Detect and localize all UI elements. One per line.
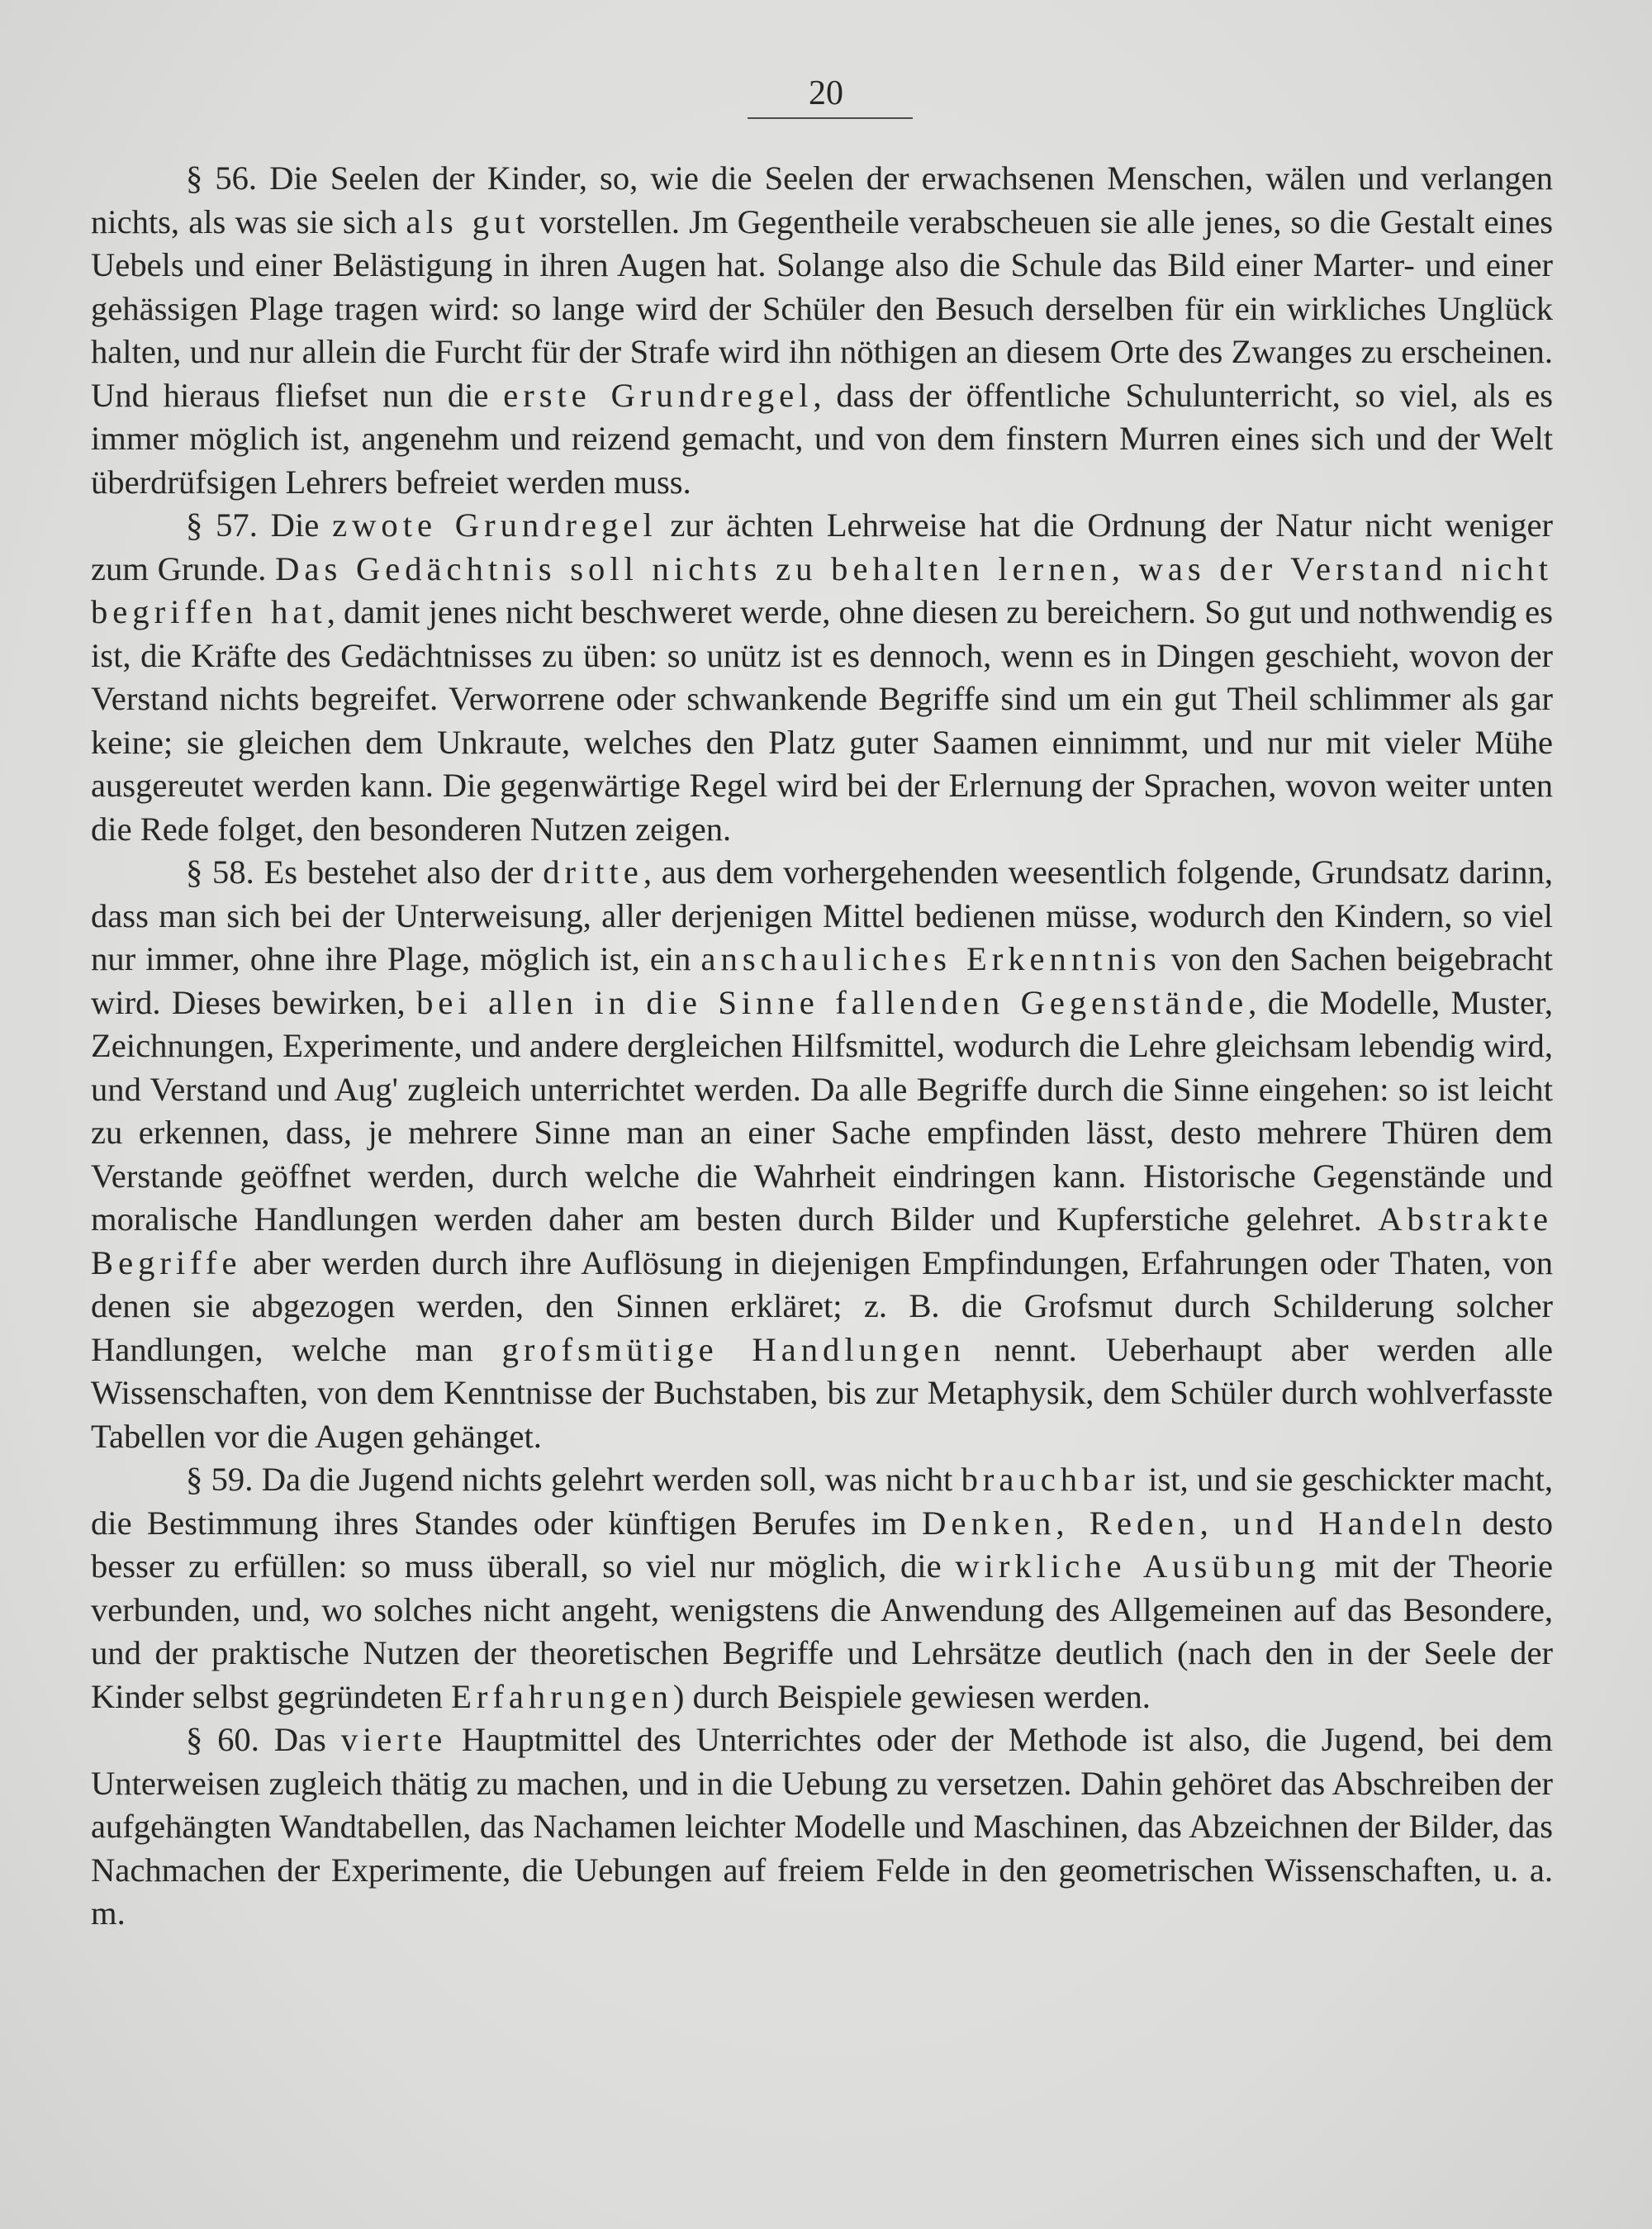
page-number-rule [748,117,913,119]
emphasized-text: brauchbar [961,1461,1140,1498]
paragraph-text: § 58. Es bestehet also der [186,853,544,891]
emphasized-text: Denken, Reden, und Handeln [922,1504,1467,1542]
paragraph-text: , die Modelle, Muster, Zeichnungen, Experimente, und andere dergleichen Hilfsmittel, wodurch die Lehre gleichsam lebendig wird, und Verstand und Aug' zugleich unterrichtet werden. Da alle Begriffe durch die Sinne eingehen: so ist leicht zu erkennen, dass, je mehrere Sinne man an einer Sache empfinden lässt, desto mehrere Thüren dem Verstande geöffnet werden, durch welche die Wahrheit eindringen kann. Historische Gegenstände und moralische Handlungen werden daher am besten durch Bilder und Kupferstiche gelehret. [91,983,1553,1238]
paragraph-text: nennt. Ueberhaupt aber werden alle Wissenschaften, von dem Kenntnisse der Buchstaben, bis zur Metaphysik, dem Schüler durch wohlverfasste Tabellen vor die Augen gehänget. [91,1330,1553,1455]
paragraph-58 [91,851,1553,1458]
paragraph-text: Hauptmittel des Unterrichtes oder der Methode ist also, die Jugend, bei dem Unterweisen zugleich thätig zu machen, und in die Uebung zu versetzen. Dahin gehöret das Abschreiben der aufgehängten Wandtabellen, das Nachamen leichter Modelle und Maschinen, das Abzeichnen der Bilder, das Nachmachen der Experimente, die Uebungen auf freiem Felde in den geometrischen Wissenschaften, u. a. m. [91,1721,1553,1932]
paragraph-text: aber werden durch ihre Auflösung in diejenigen Empfindungen, Erfahrungen oder Thaten, von denen sie abgezogen werden, den Sinnen erkläret; z. B. die Grofsmut durch Schilderung solcher Handlungen, welche man [91,1243,1553,1368]
paragraph-text: § 60. Das [186,1721,341,1758]
paragraph-text: § 59. Da die Jugend nichts gelehrt werden soll, was nicht [186,1461,961,1498]
paragraph-text: vorstellen. Jm Gegentheile verabscheuen sie alle jenes, so die Gestalt eines Uebels und einer Belästigung in ihren Augen hat. Solange also die Schule das Bild einer Marter- und einer gehässigen Plage tragen wird: so lange wird der Schüler den Besuch derselben für ein wirkliches Unglück halten, und nur allein die Furcht für der Strafe wird ihn nöthigen an diesem Orte des Zwanges zu erscheinen. Und hieraus fliefset nun die [91,202,1554,414]
paragraph-text: mit der Theorie verbunden, und, wo solches nicht angeht, wenigstens die Anwendung des Allgemeinen auf das Besondere, und der praktische Nutzen der theoretischen Begriffe und Lehrsätze deutlich (nach den in der Seele der Kinder selbst gegründeten [91,1547,1553,1715]
emphasized-text: als gut [406,202,530,240]
emphasized-text: grofsmütige Handlungen [501,1330,966,1368]
paragraph-text: von den Sachen beigebracht wird. Dieses bewirken, [91,940,1553,1021]
paragraph-text: § 56. Die Seelen der Kinder, so, wie die Seelen der erwachsenen Menschen, wälen und verlangen nichts, als was sie sich [91,159,1553,240]
paragraph-text: , aus dem vorhergehenden weesentlich folgende, Grundsatz darinn, dass man sich bei der Unterweisung, aller derjenigen Mittel bedienen müsse, wodurch den Kindern, so viel nur immer, ohne ihre Plage, möglich ist, ein [91,853,1554,977]
paragraph-60 [91,1718,1553,1936]
paragraph-text: , dass der öffentliche Schulunterricht, so viel, als es immer möglich ist, angenehm und reizend gemacht, und von dem finstern Murren eines sich und der Welt überdrüfsigen Lehrers befreiet werden muss. [91,376,1553,501]
page-number: 20 [809,74,843,112]
emphasized-text: Erfahrungen [451,1677,673,1715]
paragraph-text: ) durch Beispiele gewiesen werden. [672,1677,1151,1715]
emphasized-text: dritte [543,853,643,891]
paragraph-text: ist, und sie geschickter macht, die Bestimmung ihres Standes oder künftigen Berufes im [91,1461,1554,1542]
emphasized-text: Abstrakte Begriffe [91,1200,1553,1281]
paragraph-text: desto besser zu erfüllen: so muss überall, so viel nur möglich, die [91,1504,1553,1585]
paragraph-text: § 57. Die [186,506,333,544]
emphasized-text: erste Grundregel [503,376,814,414]
paragraph-text: , damit jenes nicht beschweret werde, ohne diesen zu bereichern. So gut und nothwendig es ist, die Kräfte des Gedächtnisses zu üben: so unütz ist es dennoch, wenn es in Dingen geschieht, wovon der Verstand nichts begreifet. Verworrene oder schwankende Begriffe sind um ein gut Theil schlimmer als gar keine; sie gleichen dem Unkraute, welches den Platz guter Saamen einnimmt, und nur mit vieler Mühe ausgereutet werden kann. Die gegenwärtige Regel wird bei der Erlernung der Sprachen, wovon weiter unten die Rede folget, den besonderen Nutzen zeigen. [91,593,1553,848]
emphasized-text: zwote Grundregel [332,506,657,544]
emphasized-text: bei allen in die Sinne fallenden Gegenstände [416,983,1249,1021]
paragraph-59 [91,1458,1553,1718]
paragraph-56 [91,157,1553,504]
paragraph-57 [91,504,1553,851]
paragraph-text: zur ächten Lehrweise hat die Ordnung der Natur nicht weniger zum Grunde. [91,506,1553,587]
emphasized-text: Das Gedächtnis soll nichts zu behalten lernen, was der Verstand nicht begriffen hat [91,549,1553,630]
emphasized-text: wirkliche Ausübung [955,1547,1321,1585]
body-text [91,157,1553,1936]
emphasized-text: vierte [340,1721,448,1758]
emphasized-text: anschauliches Erkenntnis [700,940,1161,977]
